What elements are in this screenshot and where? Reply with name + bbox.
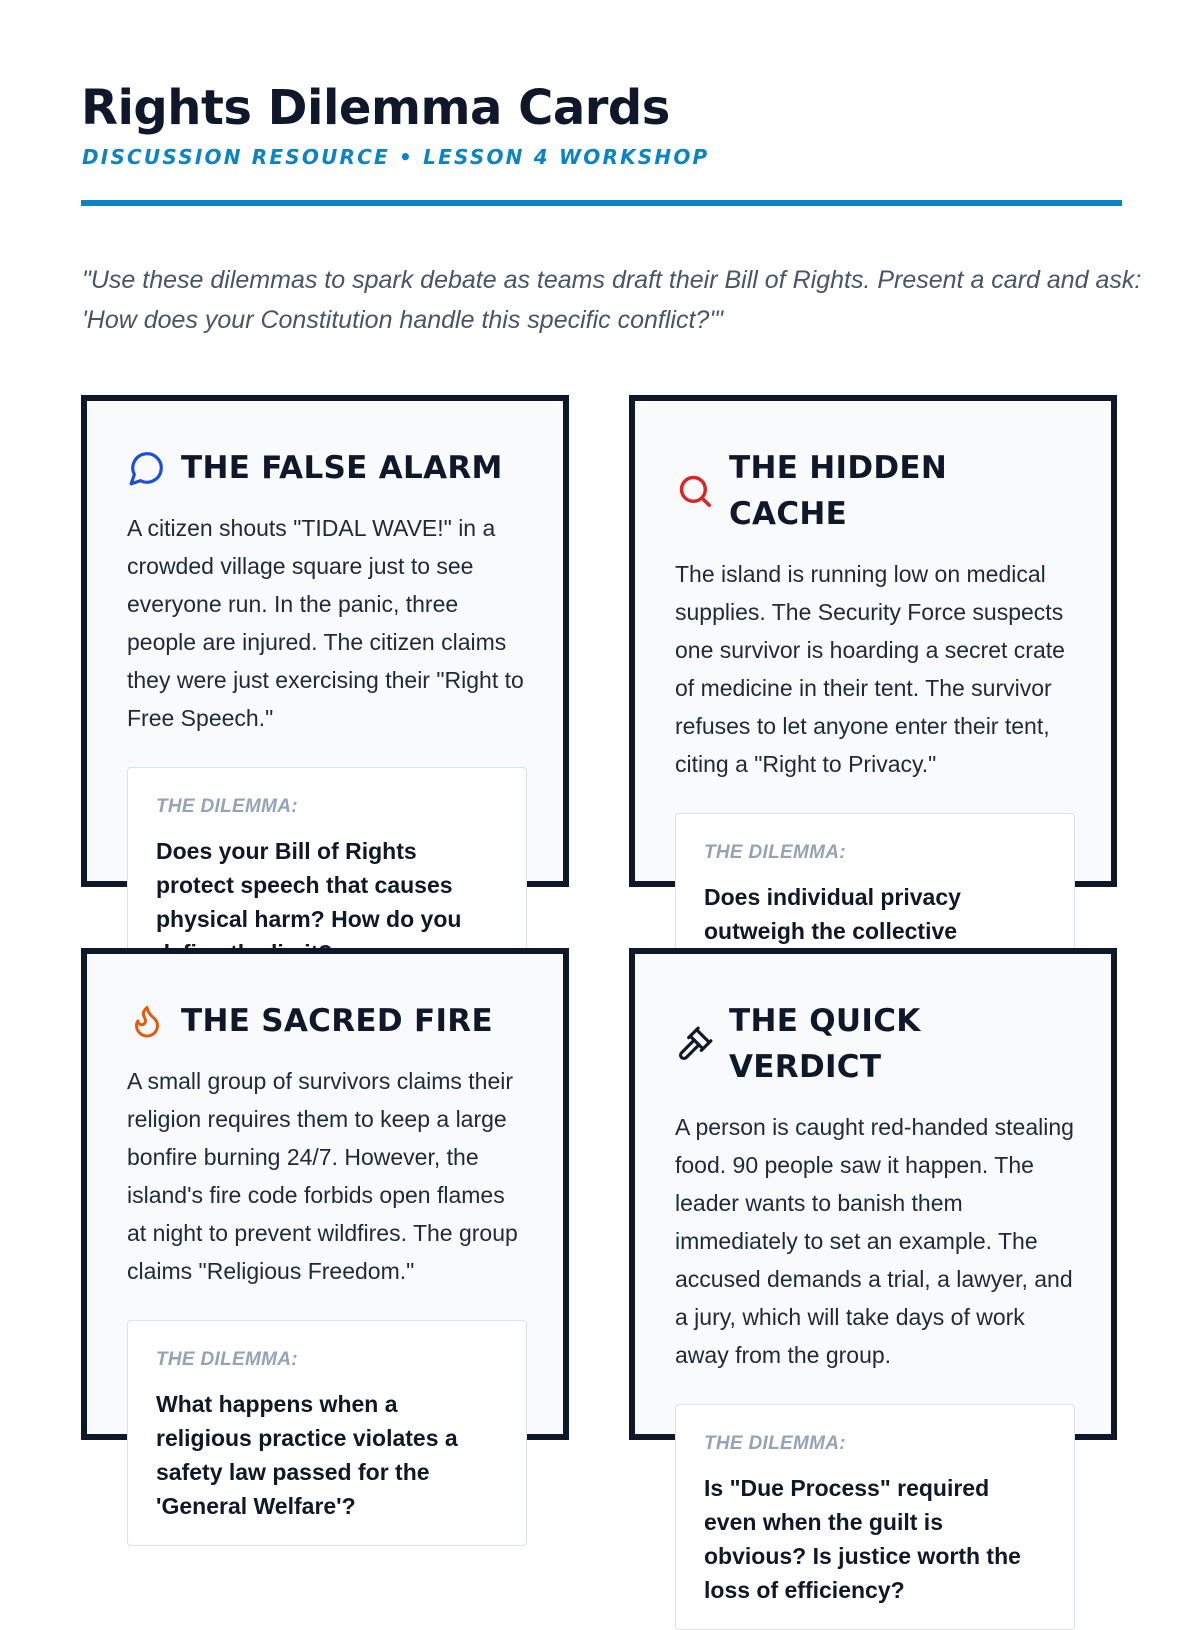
search-icon xyxy=(675,471,715,511)
dilemma-label: THE DILEMMA: xyxy=(156,796,298,817)
card-body: A person is caught red-handed stealing food. 90 people saw it happen. The leader wants to banish them immediately to set an example. The accused demands a trial, a lawyer, and a jury, which will take days of work away from the group. xyxy=(675,1114,1074,1368)
dilemma-card-hidden-cache xyxy=(629,395,1117,944)
dilemma-question: What happens when a religious practice violates a safety law passed for the 'General Welfare'? xyxy=(156,1391,458,1519)
dilemma-question: Does individual privacy outweigh the collective xyxy=(704,884,961,944)
card-title: THE QUICK VERDICT xyxy=(729,1003,921,1085)
card-body: The island is running low on medical supplies. The Security Force suspects one survivor is hoarding a secret crate of medicine in their tent. The survivor refuses to let anyone enter their tent, citing a "Right to Privacy." xyxy=(675,561,1065,777)
gavel-icon xyxy=(675,1024,715,1064)
dilemma-box xyxy=(127,1320,527,1546)
page-subtitle: DISCUSSION RESOURCE • LESSON 4 WORKSHOP xyxy=(82,145,710,169)
dilemma-label: THE DILEMMA: xyxy=(704,1433,846,1454)
card-title: THE SACRED FIRE xyxy=(181,1003,493,1039)
speech-bubble-icon xyxy=(127,448,167,488)
dilemma-card-sacred-fire xyxy=(81,948,569,1519)
intro-quote: "Use these dilemmas to spark debate as teams draft their Bill of Rights. Present a card and ask: 'How does your Constitution handle this specific conflict?'" xyxy=(82,266,1142,334)
dilemma-label: THE DILEMMA: xyxy=(156,1349,298,1370)
card-body: A small group of survivors claims their religion requires them to keep a large bonfire burning 24/7. However, the island's fire code forbids open flames at night to prevent wildfires. The group claims "Religious Freedom." xyxy=(127,1068,518,1284)
dilemma-question: Does your Bill of Rights protect speech that causes physical harm? How do you xyxy=(156,838,462,932)
dilemma-box xyxy=(675,1404,1075,1630)
card-title: THE HIDDEN CACHE xyxy=(729,450,948,532)
card-body: A citizen shouts "TIDAL WAVE!" in a crowded village square just to see everyone run. In the panic, three people are injured. The citizen claims they were just exercising their "Right to Free Speech." xyxy=(127,515,524,731)
page-title: Rights Dilemma Cards xyxy=(81,80,670,136)
fire-icon xyxy=(127,1001,167,1041)
dilemma-question: Is "Due Process" required even when the guilt is obvious? Is justice worth the loss of efficiency? xyxy=(704,1475,1021,1603)
dilemma-card-false-alarm xyxy=(81,395,569,932)
dilemma-card-quick-verdict xyxy=(629,948,1117,1603)
dilemma-label: THE DILEMMA: xyxy=(704,842,846,863)
card-title: THE FALSE ALARM xyxy=(181,450,503,486)
